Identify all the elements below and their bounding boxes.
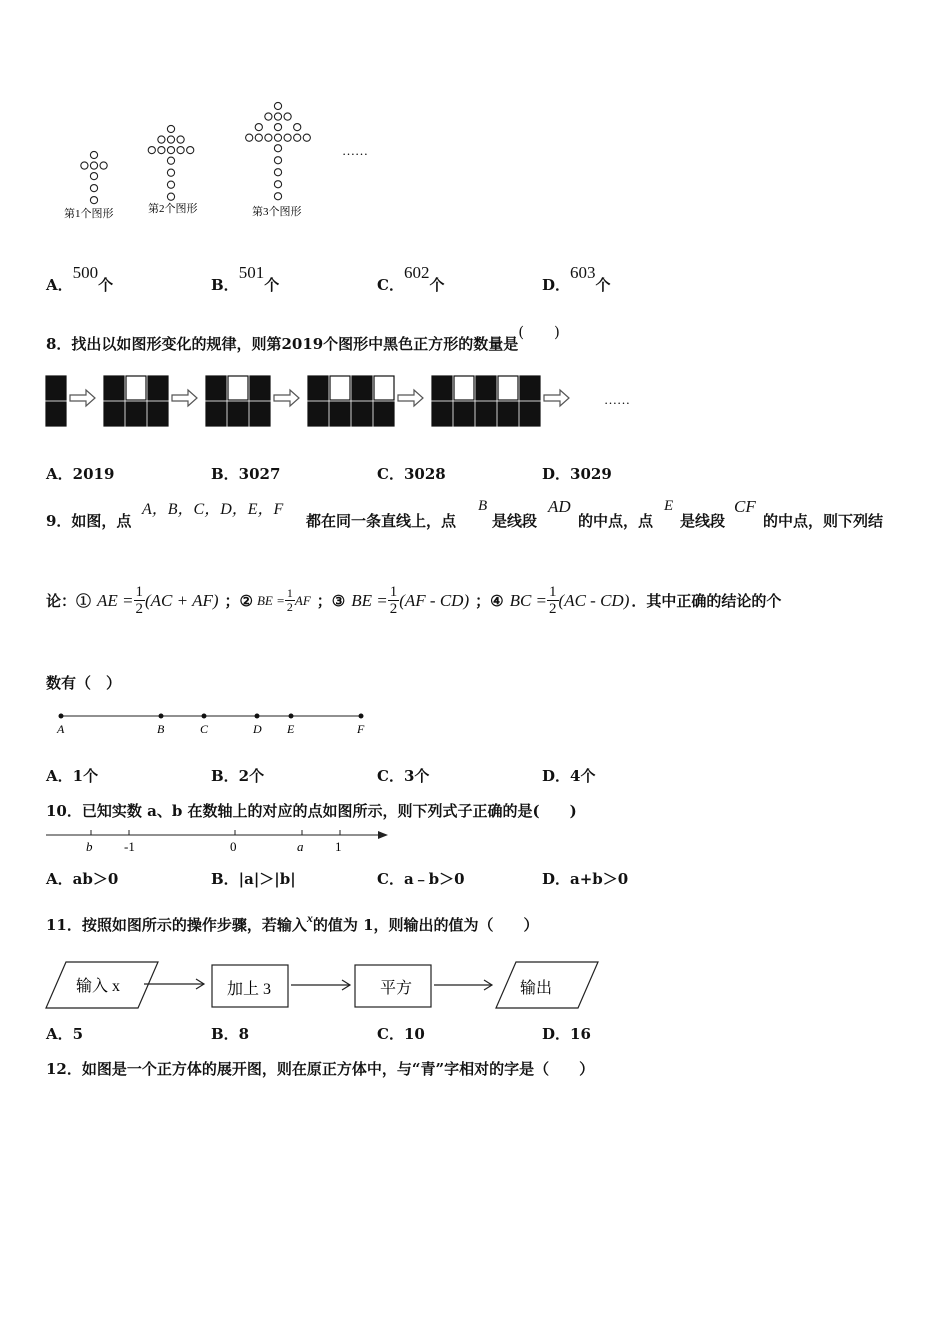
square bbox=[308, 376, 328, 400]
square bbox=[308, 402, 328, 426]
q10-stem: 10．已知实数 a、b 在数轴上的对应的点如图所示，则下列式子正确的是( ) bbox=[46, 802, 577, 820]
square bbox=[330, 376, 350, 400]
q9-seg-cf: CF bbox=[734, 497, 756, 516]
q9-seg-ad: AD bbox=[548, 497, 571, 516]
q8-figure bbox=[44, 374, 644, 430]
square bbox=[374, 376, 394, 400]
q10-option-b[interactable]: B．|a|＞|b| bbox=[211, 870, 296, 888]
q9-stem-a: 9．如图，点 bbox=[46, 512, 132, 530]
flow-output-label: 输出 bbox=[520, 980, 553, 997]
arrow-right-icon bbox=[398, 390, 423, 406]
square bbox=[352, 376, 372, 400]
square bbox=[476, 402, 496, 426]
line-point bbox=[159, 714, 164, 719]
dot bbox=[255, 134, 262, 141]
q8-option-b[interactable]: B．3027 bbox=[211, 465, 281, 483]
square bbox=[228, 376, 248, 400]
square bbox=[148, 402, 168, 426]
fraction-half: $\frac{1}{2}$ bbox=[389, 584, 398, 617]
q7-option-d[interactable]: D．603个 bbox=[542, 263, 611, 294]
arrow-right-icon bbox=[274, 390, 299, 406]
q9-option-c[interactable]: C．3个 bbox=[377, 767, 430, 785]
line-point-label: E bbox=[287, 722, 295, 736]
square bbox=[330, 402, 350, 426]
dot bbox=[284, 134, 291, 141]
dot bbox=[167, 125, 174, 132]
square bbox=[374, 402, 394, 426]
dot bbox=[90, 162, 97, 169]
dot bbox=[148, 147, 155, 154]
dot bbox=[274, 102, 281, 109]
arrow-right-icon bbox=[70, 390, 95, 406]
axis-tick-label: a bbox=[297, 839, 304, 854]
q10-option-a[interactable]: A．ab＞0 bbox=[46, 870, 119, 888]
dot bbox=[158, 136, 165, 143]
arrow-right-icon bbox=[172, 390, 197, 406]
q9-option-d[interactable]: D．4个 bbox=[542, 767, 596, 785]
square bbox=[104, 402, 124, 426]
q7-option-c[interactable]: C．602个 bbox=[377, 263, 445, 294]
square bbox=[352, 402, 372, 426]
q11-flowchart bbox=[44, 958, 604, 1014]
dot bbox=[274, 193, 281, 200]
line-point bbox=[59, 714, 64, 719]
square bbox=[498, 402, 518, 426]
square bbox=[206, 402, 226, 426]
q9-option-b[interactable]: B．2个 bbox=[211, 767, 265, 785]
q9-point-b: B bbox=[478, 498, 488, 514]
dot bbox=[274, 145, 281, 152]
dot bbox=[274, 113, 281, 120]
q8-option-d[interactable]: D．3029 bbox=[542, 465, 612, 483]
square bbox=[104, 376, 124, 400]
dot bbox=[90, 173, 97, 180]
line-point bbox=[202, 714, 207, 719]
dot bbox=[246, 134, 253, 141]
fraction-half: $\frac{1}{2}$ bbox=[549, 584, 557, 617]
arrow-right-icon bbox=[544, 390, 569, 406]
q9-conclusions: 论：① AE = $\frac{1}{2}$ (AC + AF) ； ② BE = $\frac{1}{2}$ AF ； ③ BE = $\frac{1}{2}$ (AF - CD) ； ④ BC = $\frac{1}{2}$ (AC - CD) ．其中正确的结论的个 bbox=[46, 584, 782, 617]
q11-stem: 11．按照如图所示的操作步骤，若输入$^x$的值为 1，则输出的值为（ ） bbox=[46, 911, 539, 934]
q10-option-c[interactable]: C．a﹣b＞0 bbox=[377, 870, 465, 888]
q9-stem-c: 是线段 bbox=[492, 512, 538, 530]
q8-stem: 8．找出以如图形变化的规律，则第2019个图形中黑色正方形的数量是( ) bbox=[46, 323, 560, 353]
dot bbox=[284, 113, 291, 120]
flow-square-label: 平方 bbox=[380, 980, 413, 997]
dot bbox=[274, 157, 281, 164]
square bbox=[250, 402, 270, 426]
dot bbox=[167, 157, 174, 164]
dot bbox=[303, 134, 310, 141]
dot bbox=[81, 162, 88, 169]
q9-line-figure bbox=[50, 706, 380, 738]
q7-figure-label-3: 第3个图形 bbox=[252, 206, 302, 218]
q7-option-b[interactable]: B．501个 bbox=[211, 263, 280, 294]
q7-figure-label-2: 第2个图形 bbox=[148, 203, 198, 215]
dot bbox=[294, 124, 301, 131]
line-point-label: B bbox=[157, 722, 165, 736]
q9-point-e: E bbox=[664, 498, 674, 514]
square bbox=[432, 402, 452, 426]
dot bbox=[274, 124, 281, 131]
dot bbox=[294, 134, 301, 141]
square bbox=[206, 376, 226, 400]
q11-option-c[interactable]: C．10 bbox=[377, 1025, 425, 1043]
q11-option-a[interactable]: A．5 bbox=[46, 1025, 84, 1043]
square bbox=[432, 376, 452, 400]
q8-option-c[interactable]: C．3028 bbox=[377, 465, 446, 483]
square bbox=[454, 402, 474, 426]
dot bbox=[167, 169, 174, 176]
q9-points: A，B，C，D，E，F bbox=[142, 501, 284, 518]
square bbox=[498, 376, 518, 400]
square bbox=[46, 376, 66, 400]
line-point bbox=[289, 714, 294, 719]
q10-option-d[interactable]: D．a+b＞0 bbox=[542, 870, 629, 888]
square bbox=[476, 376, 496, 400]
fraction-half: $\frac{1}{2}$ bbox=[135, 584, 144, 617]
q11-option-d[interactable]: D．16 bbox=[542, 1025, 591, 1043]
dot bbox=[90, 185, 97, 192]
dot bbox=[100, 162, 107, 169]
q9-stem-e: 是线段 bbox=[680, 512, 726, 530]
line-point bbox=[359, 714, 364, 719]
dot bbox=[187, 147, 194, 154]
q8-option-a[interactable]: A．2019 bbox=[46, 465, 115, 483]
dot bbox=[265, 134, 272, 141]
flow-input-label: 输入 x bbox=[76, 978, 121, 995]
axis-tick-label: 0 bbox=[230, 839, 237, 854]
dot bbox=[167, 181, 174, 188]
square bbox=[250, 376, 270, 400]
square bbox=[520, 402, 540, 426]
dot bbox=[177, 136, 184, 143]
q9-option-a[interactable]: A．1个 bbox=[46, 767, 99, 785]
q9-stem-d: 的中点，点 bbox=[578, 512, 654, 530]
line-point bbox=[255, 714, 260, 719]
dot bbox=[274, 181, 281, 188]
square bbox=[46, 402, 66, 426]
dot bbox=[255, 124, 262, 131]
dot bbox=[90, 151, 97, 158]
dot bbox=[158, 147, 165, 154]
q7-ellipsis: …… bbox=[342, 143, 368, 158]
dot bbox=[265, 113, 272, 120]
square bbox=[454, 376, 474, 400]
line-point-label: D bbox=[253, 722, 262, 736]
square bbox=[228, 402, 248, 426]
q12-stem: 12．如图是一个正方体的展开图，则在原正方体中，与“青”字相对的字是（ ） bbox=[46, 1060, 595, 1078]
axis-tick-label: 1 bbox=[335, 839, 342, 854]
square bbox=[148, 376, 168, 400]
square bbox=[126, 402, 146, 426]
q9-stem-f: 的中点，则下列结 bbox=[763, 512, 884, 530]
dot bbox=[167, 193, 174, 200]
q8-ellipsis: …… bbox=[604, 392, 630, 407]
line-point-label: A bbox=[57, 722, 65, 736]
axis-tick-label: b bbox=[86, 839, 93, 854]
dot bbox=[177, 147, 184, 154]
line-point-label: C bbox=[200, 722, 209, 736]
q7-option-a[interactable]: A．500个 bbox=[46, 263, 114, 294]
q9-stem-b: 都在同一条直线上，点 bbox=[306, 512, 457, 530]
square bbox=[520, 376, 540, 400]
dot bbox=[167, 136, 174, 143]
dot bbox=[167, 147, 174, 154]
q7-figure bbox=[60, 95, 390, 225]
axis-tick-label: -1 bbox=[124, 839, 135, 854]
q10-number-line bbox=[44, 826, 394, 858]
q11-option-b[interactable]: B．8 bbox=[211, 1025, 250, 1043]
q7-figure-label-1: 第1个图形 bbox=[64, 208, 114, 220]
q9-stem-end: 数有（ ） bbox=[46, 674, 122, 692]
flow-add-label: 加上 3 bbox=[227, 981, 272, 998]
square bbox=[126, 376, 146, 400]
fraction-half: $\frac{1}{2}$ bbox=[286, 586, 293, 614]
line-point-label: F bbox=[357, 722, 365, 736]
dot bbox=[274, 169, 281, 176]
dot bbox=[90, 197, 97, 204]
dot bbox=[274, 134, 281, 141]
